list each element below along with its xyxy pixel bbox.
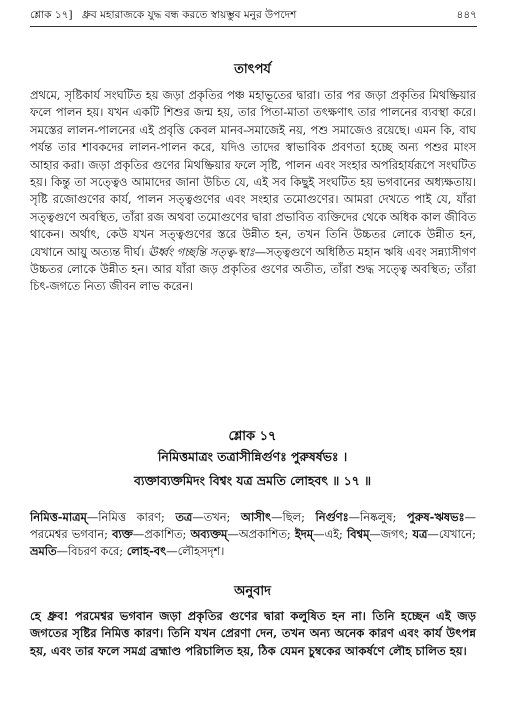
purport-quote: ঊর্ধ্বং গচ্ছন্তি সত্ত্ব-স্থাঃ [147, 244, 255, 259]
synonym-word: তত্র [175, 510, 193, 524]
synonyms-paragraph [30, 509, 476, 561]
synonym-word: লোহ-বৎ [126, 544, 167, 559]
synonym-word: পুরুষ-ঋষভঃ [406, 510, 465, 524]
purport-paragraph [30, 87, 476, 296]
synonym-meaning: —যেখানে; [427, 527, 476, 542]
synonym-meaning: —তখন; [192, 510, 241, 524]
synonym-meaning: —জগৎ; [369, 527, 413, 542]
synonym-word: ইদম্ [294, 527, 314, 542]
header-rule [30, 26, 477, 27]
verse-line-2: ব্যক্তাব্যক্তমিদং বিশ্বং যত্র ভ্রমতি লোহবৎ ॥ ১৭ ॥ [133, 473, 372, 488]
synonym-meaning: —লৌহসদৃশ। [166, 544, 225, 559]
synonym-word: আসীৎ [240, 510, 272, 524]
purport-text-after: —সত্ত্বগুণে অধিষ্ঠিত মহান ঋষি এবং সন্ন্যাসীগণ উচ্চতর লোকে উন্নীত হন। আর যাঁরা জড় প্রকৃতির গুণের অতীত, তাঁরা শুদ্ধ সত্ত্বে অবস্থিত; তাঁরা চিৎ-জগতে নিত্য জীবন লাভ করেন। [30, 244, 476, 294]
synonym-meaning: —ছিল; [271, 510, 316, 524]
synonym-meaning: —প্রকাশিত; [132, 527, 191, 542]
synonym-meaning: —নিষ্কলুষ; [348, 510, 407, 524]
header-verse-ref: শ্লোক ১৭] [30, 9, 73, 21]
running-header [30, 6, 477, 24]
purport-heading: তাৎপর্য [234, 62, 271, 77]
synonym-word: যত্র [412, 527, 428, 542]
translation-heading: অনুবাদ [234, 584, 271, 599]
synonym-word: নিমিত্ত-মাত্রম্ [30, 510, 87, 524]
header-page-number: ৪৪৭ [456, 9, 477, 21]
purport-text: প্রথমে, সৃষ্টিকার্য সংঘটিত হয় জড়া প্রকৃতির পঞ্চ মহাভূতের দ্বারা। তার পর জড়া প্রকৃতির মিথষ্ক্রিয়ার ফলে পালন হয়। যখন একটি শিশুর জন্ম হয়, তার পিতা-মাতা তৎক্ষণাৎ তার পালনের ব্যবস্থা করে। সমস্তের লালন-পালনের এই প্রবৃত্তি কেবল মানব-সমাজেই নয়, পশু সমাজেও রয়েছে। এমন কি, বাঘ পর্যন্ত তার শাবকদের লালন-পালন করে, যদিও তাদের স্বাভাবিক প্রবণতা হচ্ছে অন্য পশুর মাংস আহার করা। জড়া প্রকৃতির গুণের মিথষ্ক্রিয়ার ফলে সৃষ্টি, পালন এবং সংহার অপরিহার্যরূপে সংঘটিত হয়। কিন্তু তা সত্ত্বেও আমাদের জানা উচিত যে, এই সব কিছুই সংঘটিত হয় ভগবানের অধ্যক্ষতায়। সৃষ্টি রজোগুণের কার্য, পালন সত্ত্বগুণের এবং সংহার তমোগুণের। আমরা দেখতে পাই যে, যাঁরা সত্ত্বগুণে অবস্থিত, তাঁরা রজ অথবা তমোগুণের দ্বারা প্রভাবিত ব্যক্তিদের থেকে অধিক কাল জীবিত থাকেন। অর্থাৎ, কেউ যখন সত্ত্বগুণের স্তরে উন্নীত হন, তখন তিনি উচ্চতর লোকে উন্নীত হন, যেখানে আয়ু অত্যন্ত দীর্ঘ। [30, 88, 476, 259]
synonym-word: অব্যক্তম্ [190, 527, 228, 542]
synonym-word: ভ্রমতি [30, 544, 57, 559]
synonym-word: ব্যক্ত [112, 527, 133, 542]
verse-line-1: নিমিত্তমাত্রং তত্রাসীন্নির্গুণঃ পুরুষর্ষভঃ । [157, 449, 348, 464]
synonym-word: বিশ্বম্ [346, 527, 370, 542]
synonym-meaning: —পরমেশ্বর ভগবান; [30, 510, 477, 542]
header-running-title: ধ্রুব মহারাজকে যুদ্ধ বন্ধ করতে স্বায়ম্ভুব মনুর উপদেশ [82, 9, 297, 21]
synonym-meaning: —অপ্রকাশিত; [227, 527, 295, 542]
synonym-meaning: —এই; [313, 527, 347, 542]
synonym-meaning: —বিচরণ করে; [56, 544, 127, 559]
synonym-meaning: —নিমিত্ত কারণ; [86, 510, 176, 524]
verse-heading: শ্লোক ১৭ [228, 429, 277, 444]
translation-text: হে ধ্রুব! পরমেশ্বর ভগবান জড়া প্রকৃতির গুণের দ্বারা কলুষিত হন না। তিনি হচ্ছেন এই জড় জগতের সৃষ্টির নিমিত্ত কারণ। তিনি যখন প্রেরণা দেন, তখন অন্য অনেক কারণ এবং কার্য উৎপন্ন হয়, এবং তার ফলে সমগ্র ব্রহ্মাণ্ড পরিচালিত হয়, ঠিক যেমন চুম্বকের আকর্ষণে লৌহ চালিত হয়। [30, 609, 476, 658]
synonym-word: নির্গুণঃ [315, 510, 349, 524]
